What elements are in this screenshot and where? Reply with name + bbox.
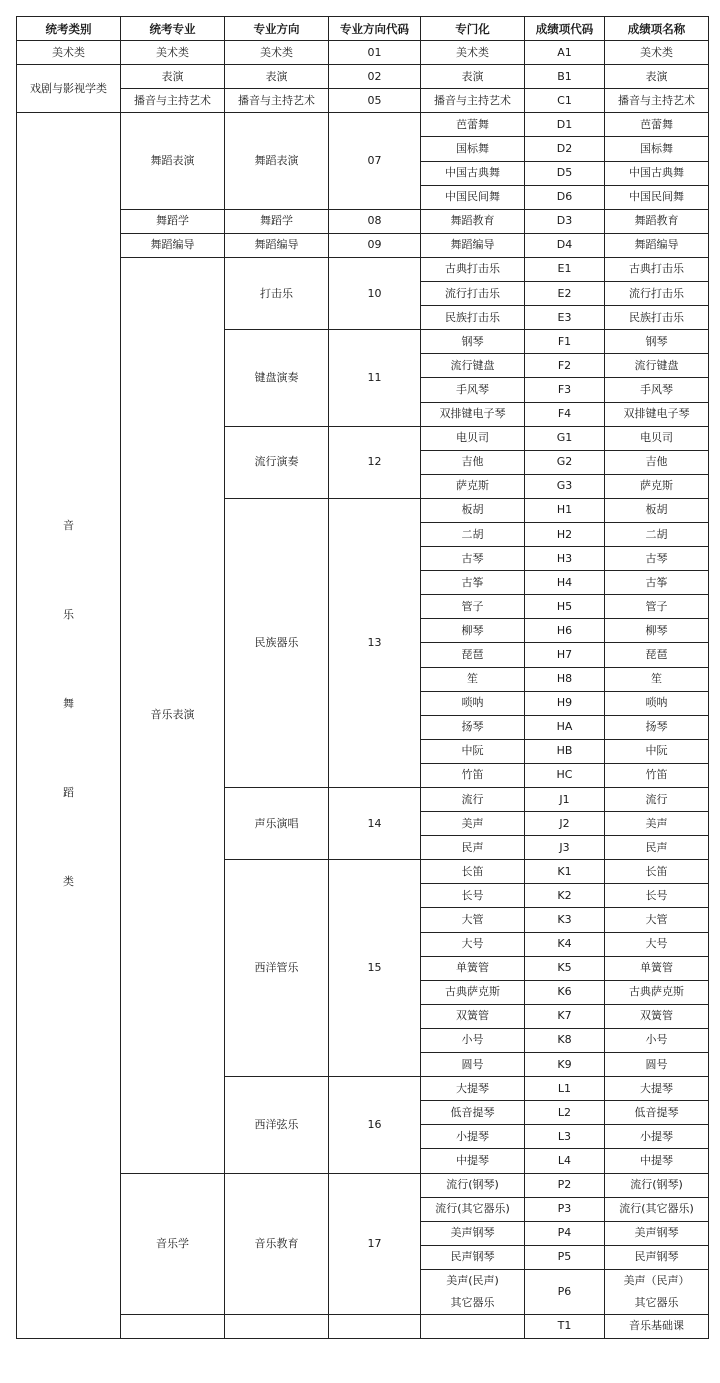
item-name-cell: 管子 <box>605 595 709 619</box>
major-cell: 播音与主持艺术 <box>121 89 225 113</box>
item-code-cell: H2 <box>525 522 605 546</box>
specialization-cell: 圆号 <box>421 1053 525 1077</box>
specialization-cell: 扬琴 <box>421 715 525 739</box>
item-code-cell: P5 <box>525 1245 605 1269</box>
major-cell: 表演 <box>121 65 225 89</box>
item-name-cell: 二胡 <box>605 522 709 546</box>
item-code-cell: F2 <box>525 354 605 378</box>
specialization-cell: 竹笛 <box>421 763 525 787</box>
direction-cell: 舞蹈编导 <box>225 233 329 257</box>
item-name-cell: 扬琴 <box>605 715 709 739</box>
item-code-cell: K3 <box>525 908 605 932</box>
specialization-cell: 表演 <box>421 65 525 89</box>
item-code-cell: H7 <box>525 643 605 667</box>
item-code-cell: L3 <box>525 1125 605 1149</box>
item-code-cell: K2 <box>525 884 605 908</box>
item-name-cell: 唢呐 <box>605 691 709 715</box>
category-cell: 戏剧与影视学类 <box>17 65 121 113</box>
specialization-cell <box>421 1314 525 1338</box>
specialization-cell: 柳琴 <box>421 619 525 643</box>
specialization-cell: 大管 <box>421 908 525 932</box>
item-code-cell: K9 <box>525 1053 605 1077</box>
item-name-cell: 双排键电子琴 <box>605 402 709 426</box>
item-code-cell: A1 <box>525 41 605 65</box>
major-cell: 舞蹈学 <box>121 209 225 233</box>
item-name-cell: 低音提琴 <box>605 1101 709 1125</box>
item-code-cell: P3 <box>525 1197 605 1221</box>
specialization-cell: 双簧管 <box>421 1004 525 1028</box>
specialization-cell: 长号 <box>421 884 525 908</box>
item-code-cell: H8 <box>525 667 605 691</box>
table-row <box>17 65 709 89</box>
item-name-cell: 国标舞 <box>605 137 709 161</box>
table-row <box>17 89 709 113</box>
specialization-cell: 古琴 <box>421 547 525 571</box>
category-cell: 美术类 <box>17 41 121 65</box>
specialization-cell: 中国民间舞 <box>421 185 525 209</box>
item-name-cell: 舞蹈教育 <box>605 209 709 233</box>
item-code-cell: L4 <box>525 1149 605 1173</box>
item-code-cell: H4 <box>525 571 605 595</box>
header-specialization: 专门化 <box>421 17 525 41</box>
exam-items-table <box>16 16 709 1339</box>
direction-cell: 表演 <box>225 65 329 89</box>
item-code-cell: H6 <box>525 619 605 643</box>
item-name-cell: 双簧管 <box>605 1004 709 1028</box>
item-name-cell: 民声钢琴 <box>605 1245 709 1269</box>
direction-cell: 播音与主持艺术 <box>225 89 329 113</box>
table-row <box>17 113 709 137</box>
category-cell <box>17 113 121 1339</box>
item-code-cell: B1 <box>525 65 605 89</box>
direction-cell: 舞蹈学 <box>225 209 329 233</box>
specialization-cell: 板胡 <box>421 498 525 522</box>
header-category: 统考类别 <box>17 17 121 41</box>
direction-cell: 民族器乐 <box>225 498 329 787</box>
direction-cell: 西洋弦乐 <box>225 1077 329 1173</box>
item-code-cell: HB <box>525 739 605 763</box>
specialization-cell: 美声 <box>421 812 525 836</box>
item-code-cell: G1 <box>525 426 605 450</box>
header-direction-code: 专业方向代码 <box>329 17 421 41</box>
item-code-cell: P4 <box>525 1221 605 1245</box>
item-code-cell: H9 <box>525 691 605 715</box>
direction-cell: 键盘演奏 <box>225 330 329 426</box>
specialization-cell: 古典打击乐 <box>421 257 525 281</box>
item-name-cell: 板胡 <box>605 498 709 522</box>
item-name-cell: 长笛 <box>605 860 709 884</box>
item-code-cell: D2 <box>525 137 605 161</box>
specialization-cell: 双排键电子琴 <box>421 402 525 426</box>
item-name-cell: 民族打击乐 <box>605 306 709 330</box>
item-name-cell: 大提琴 <box>605 1077 709 1101</box>
item-code-cell: H3 <box>525 547 605 571</box>
item-code-cell: K8 <box>525 1028 605 1052</box>
header-direction: 专业方向 <box>225 17 329 41</box>
specialization-cell: 萨克斯 <box>421 474 525 498</box>
item-code-cell: E1 <box>525 257 605 281</box>
specialization-cell <box>421 1269 525 1314</box>
specialization-cell: 大号 <box>421 932 525 956</box>
specialization-cell: 流行键盘 <box>421 354 525 378</box>
item-code-cell: C1 <box>525 89 605 113</box>
item-name-cell: 流行(钢琴) <box>605 1173 709 1197</box>
direction-code-cell: 15 <box>329 860 421 1077</box>
item-code-cell: E2 <box>525 282 605 306</box>
item-name-cell: 手风琴 <box>605 378 709 402</box>
specialization-cell: 美声钢琴 <box>421 1221 525 1245</box>
item-code-cell: L2 <box>525 1101 605 1125</box>
direction-code-cell: 14 <box>329 788 421 860</box>
item-name-cell: 音乐基础课 <box>605 1314 709 1338</box>
item-name-cell: 流行 <box>605 788 709 812</box>
item-name-cell: 电贝司 <box>605 426 709 450</box>
item-name-cell: 流行(其它器乐) <box>605 1197 709 1221</box>
item-name-cell: 播音与主持艺术 <box>605 89 709 113</box>
specialization-cell: 管子 <box>421 595 525 619</box>
specialization-cell: 芭蕾舞 <box>421 113 525 137</box>
direction-cell: 流行演奏 <box>225 426 329 498</box>
specialization-cell: 大提琴 <box>421 1077 525 1101</box>
direction-code-cell <box>329 1314 421 1338</box>
major-cell: 美术类 <box>121 41 225 65</box>
item-code-cell: D6 <box>525 185 605 209</box>
direction-cell: 打击乐 <box>225 257 329 329</box>
item-name-cell: 表演 <box>605 65 709 89</box>
item-code-cell: F1 <box>525 330 605 354</box>
category-vertical-text <box>17 518 120 888</box>
item-code-cell: K7 <box>525 1004 605 1028</box>
specialization-cell: 流行打击乐 <box>421 282 525 306</box>
item-name-cell: 流行打击乐 <box>605 282 709 306</box>
item-code-cell: J2 <box>525 812 605 836</box>
specialization-cell: 手风琴 <box>421 378 525 402</box>
item-code-cell: K4 <box>525 932 605 956</box>
major-cell: 舞蹈编导 <box>121 233 225 257</box>
specialization-cell: 吉他 <box>421 450 525 474</box>
item-code-cell: K6 <box>525 980 605 1004</box>
specialization-cell: 古筝 <box>421 571 525 595</box>
specialization-cell: 流行 <box>421 788 525 812</box>
specialization-cell: 琵琶 <box>421 643 525 667</box>
item-code-cell: D1 <box>525 113 605 137</box>
specialization-cell: 古典萨克斯 <box>421 980 525 1004</box>
header-row <box>17 17 709 41</box>
category-char: 蹈 <box>63 785 74 799</box>
item-name-cell: 古筝 <box>605 571 709 595</box>
item-name-cell: 中阮 <box>605 739 709 763</box>
direction-code-cell: 11 <box>329 330 421 426</box>
item-name-cell: 圆号 <box>605 1053 709 1077</box>
item-code-cell: G3 <box>525 474 605 498</box>
direction-code-cell: 13 <box>329 498 421 787</box>
category-char: 类 <box>63 874 74 888</box>
item-name-cell: 长号 <box>605 884 709 908</box>
item-code-cell: T1 <box>525 1314 605 1338</box>
direction-code-cell: 08 <box>329 209 421 233</box>
item-name-cell: 中提琴 <box>605 1149 709 1173</box>
specialization-cell: 长笛 <box>421 860 525 884</box>
item-name-cell: 单簧管 <box>605 956 709 980</box>
specialization-cell: 国标舞 <box>421 137 525 161</box>
item-name-cell: 萨克斯 <box>605 474 709 498</box>
item-name-cell: 大管 <box>605 908 709 932</box>
specialization-cell: 流行(其它器乐) <box>421 1197 525 1221</box>
specialization-cell: 小提琴 <box>421 1125 525 1149</box>
item-name-cell: 美术类 <box>605 41 709 65</box>
major-cell: 音乐学 <box>121 1173 225 1314</box>
specialization-line: 其它器乐 <box>450 1295 495 1309</box>
item-code-cell: K5 <box>525 956 605 980</box>
item-name-cell: 竹笛 <box>605 763 709 787</box>
item-name-cell: 中国古典舞 <box>605 161 709 185</box>
specialization-cell: 电贝司 <box>421 426 525 450</box>
item-name-line: 其它器乐 <box>634 1295 679 1309</box>
item-code-cell: D4 <box>525 233 605 257</box>
specialization-cell: 二胡 <box>421 522 525 546</box>
direction-code-cell: 17 <box>329 1173 421 1314</box>
specialization-cell: 舞蹈教育 <box>421 209 525 233</box>
item-name-cell: 大号 <box>605 932 709 956</box>
specialization-cell: 舞蹈编导 <box>421 233 525 257</box>
item-code-cell: J1 <box>525 788 605 812</box>
direction-cell: 美术类 <box>225 41 329 65</box>
item-name-cell: 芭蕾舞 <box>605 113 709 137</box>
direction-code-cell: 16 <box>329 1077 421 1173</box>
item-name-cell: 古琴 <box>605 547 709 571</box>
item-code-cell: G2 <box>525 450 605 474</box>
direction-code-cell: 01 <box>329 41 421 65</box>
item-code-cell: HA <box>525 715 605 739</box>
direction-cell: 舞蹈表演 <box>225 113 329 209</box>
item-code-cell: F3 <box>525 378 605 402</box>
specialization-cell: 单簧管 <box>421 956 525 980</box>
direction-cell: 声乐演唱 <box>225 788 329 860</box>
direction-code-cell: 05 <box>329 89 421 113</box>
direction-cell <box>225 1314 329 1338</box>
specialization-cell: 低音提琴 <box>421 1101 525 1125</box>
table-row <box>17 41 709 65</box>
category-char: 音 <box>63 518 74 532</box>
item-code-cell: P6 <box>525 1269 605 1314</box>
item-name-cell: 小号 <box>605 1028 709 1052</box>
direction-code-cell: 02 <box>329 65 421 89</box>
item-name-cell: 美声 <box>605 812 709 836</box>
item-code-cell: F4 <box>525 402 605 426</box>
direction-code-cell: 10 <box>329 257 421 329</box>
item-code-cell: J3 <box>525 836 605 860</box>
direction-cell: 音乐教育 <box>225 1173 329 1314</box>
item-name-cell: 小提琴 <box>605 1125 709 1149</box>
item-code-cell: L1 <box>525 1077 605 1101</box>
item-code-cell: D3 <box>525 209 605 233</box>
item-name-cell: 流行键盘 <box>605 354 709 378</box>
specialization-line: 美声(民声) <box>446 1273 499 1287</box>
item-name-cell: 琵琶 <box>605 643 709 667</box>
major-cell: 舞蹈表演 <box>121 113 225 209</box>
header-item-code: 成绩项代码 <box>525 17 605 41</box>
specialization-cell: 钢琴 <box>421 330 525 354</box>
item-code-cell: H5 <box>525 595 605 619</box>
item-code-cell: E3 <box>525 306 605 330</box>
specialization-cell: 播音与主持艺术 <box>421 89 525 113</box>
major-cell: 音乐表演 <box>121 257 225 1173</box>
item-name-cell: 笙 <box>605 667 709 691</box>
item-name-cell: 吉他 <box>605 450 709 474</box>
item-name-cell: 柳琴 <box>605 619 709 643</box>
item-code-cell: H1 <box>525 498 605 522</box>
header-item-name: 成绩项名称 <box>605 17 709 41</box>
item-name-cell: 钢琴 <box>605 330 709 354</box>
specialization-cell: 美术类 <box>421 41 525 65</box>
item-code-cell: HC <box>525 763 605 787</box>
specialization-cell: 流行(钢琴) <box>421 1173 525 1197</box>
item-code-cell: D5 <box>525 161 605 185</box>
specialization-cell: 笙 <box>421 667 525 691</box>
item-name-cell <box>605 1269 709 1314</box>
specialization-cell: 民族打击乐 <box>421 306 525 330</box>
major-cell <box>121 1314 225 1338</box>
specialization-cell: 中国古典舞 <box>421 161 525 185</box>
item-name-line: 美声（民声） <box>623 1273 690 1287</box>
direction-code-cell: 09 <box>329 233 421 257</box>
item-name-cell: 美声钢琴 <box>605 1221 709 1245</box>
item-name-cell: 古典萨克斯 <box>605 980 709 1004</box>
specialization-cell: 中提琴 <box>421 1149 525 1173</box>
specialization-cell: 民声钢琴 <box>421 1245 525 1269</box>
specialization-cell: 民声 <box>421 836 525 860</box>
category-char: 舞 <box>63 696 74 710</box>
direction-code-cell: 07 <box>329 113 421 209</box>
category-char: 乐 <box>63 607 74 621</box>
item-name-cell: 舞蹈编导 <box>605 233 709 257</box>
specialization-cell: 唢呐 <box>421 691 525 715</box>
item-code-cell: P2 <box>525 1173 605 1197</box>
item-name-cell: 民声 <box>605 836 709 860</box>
item-code-cell: K1 <box>525 860 605 884</box>
item-name-cell: 中国民间舞 <box>605 185 709 209</box>
header-major: 统考专业 <box>121 17 225 41</box>
item-name-cell: 古典打击乐 <box>605 257 709 281</box>
direction-cell: 西洋管乐 <box>225 860 329 1077</box>
specialization-cell: 中阮 <box>421 739 525 763</box>
direction-code-cell: 12 <box>329 426 421 498</box>
specialization-cell: 小号 <box>421 1028 525 1052</box>
